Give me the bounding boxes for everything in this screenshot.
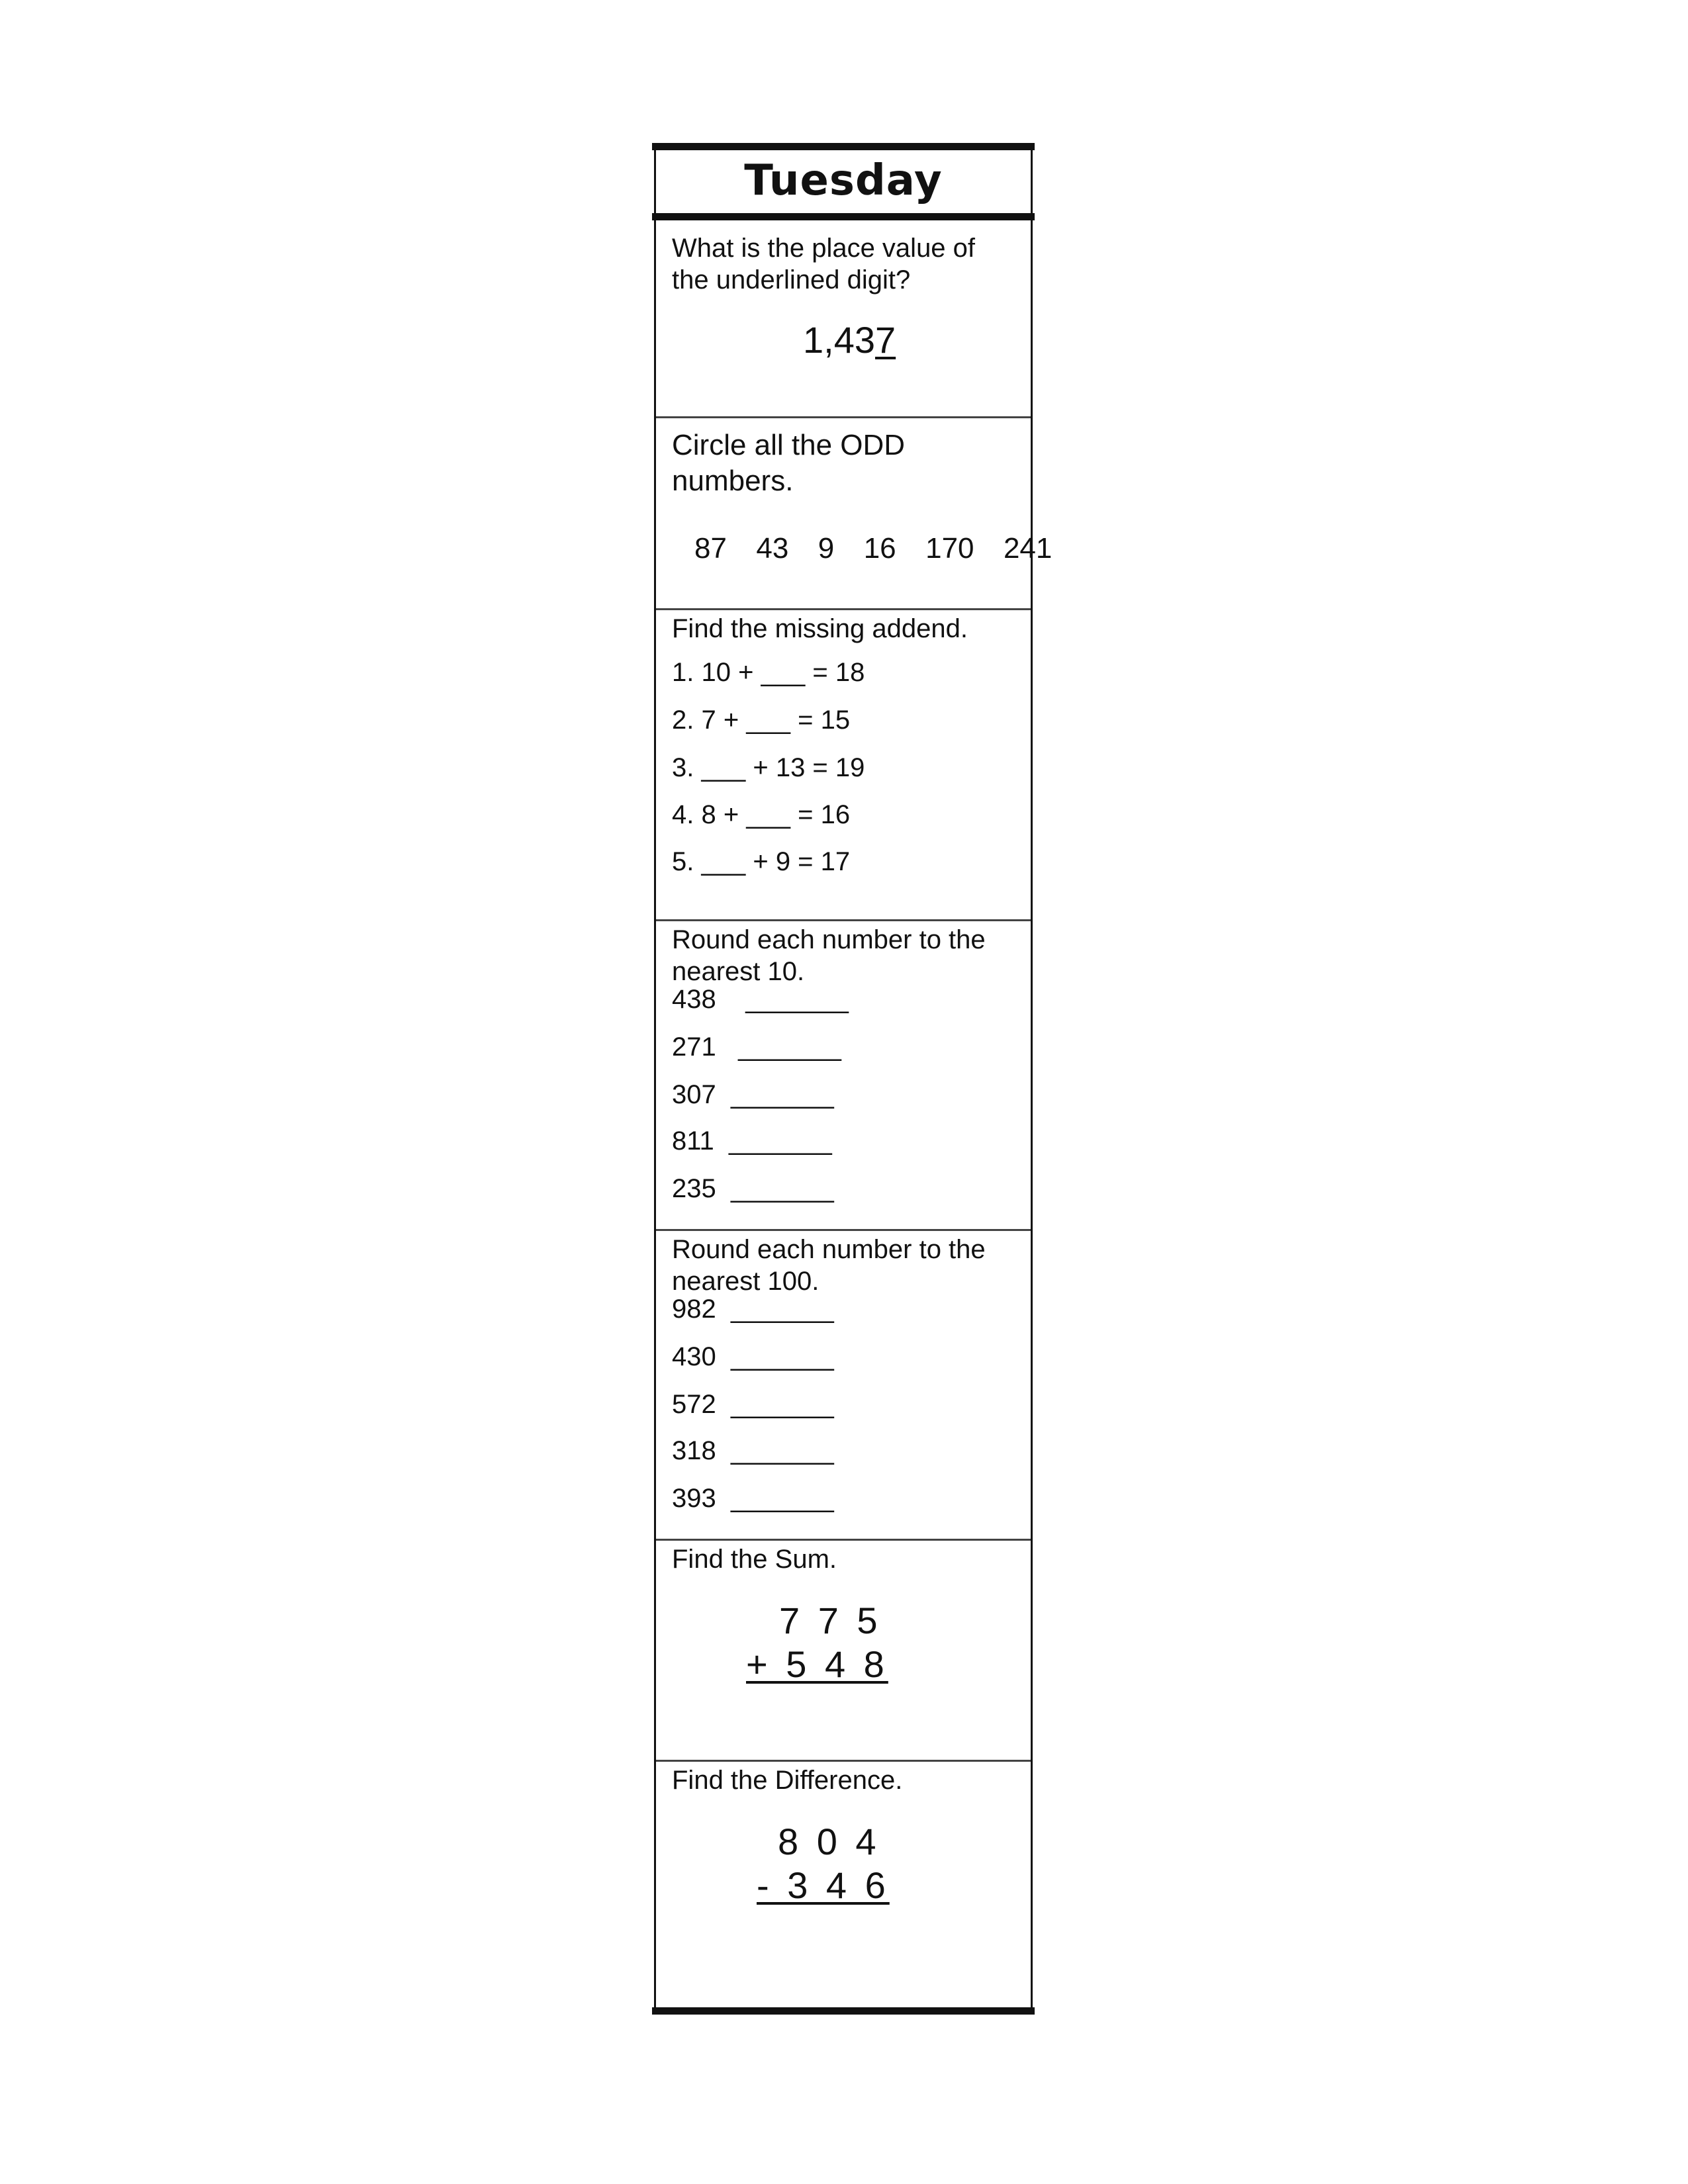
difference-prompt: Find the Difference. — [672, 1766, 903, 1795]
title-rule — [652, 213, 1035, 220]
page-title: Tuesday — [744, 156, 943, 205]
missing-addend-prompt: Find the missing addend. — [672, 614, 968, 643]
difference-top-number: 8 0 4 — [778, 1821, 880, 1862]
round-10-prompt: Round each number to the nearest 10. — [672, 925, 986, 986]
missing-addend-section — [656, 608, 1031, 921]
difference-bottom-number: - 3 4 6 — [757, 1864, 890, 1906]
round-10-item-1: 438 _______ — [672, 985, 849, 1014]
place-value-number — [803, 318, 896, 361]
round-10-item-5: 235 _______ — [672, 1174, 834, 1203]
odd-numbers-prompt: Circle all the ODD numbers. — [672, 429, 906, 497]
round-10-item-2: 271 _______ — [672, 1032, 841, 1062]
bottom-rule — [652, 2007, 1035, 2015]
top-rule — [652, 143, 1035, 150]
round-100-item-4: 318 _______ — [672, 1436, 834, 1465]
round-100-prompt: Round each number to the nearest 100. — [672, 1235, 986, 1296]
addend-item-1: 1. 10 + ___ = 18 — [672, 658, 865, 687]
round-100-section — [656, 1229, 1031, 1541]
sum-bottom-number: + 5 4 8 — [746, 1643, 888, 1685]
place-value-prompt: What is the place value of the underlined digit? — [672, 234, 976, 295]
number-prefix: 1,43 — [803, 319, 875, 361]
round-10-item-3: 307 _______ — [672, 1080, 834, 1109]
round-100-item-5: 393 _______ — [672, 1484, 834, 1513]
underlined-digit: 7 — [875, 319, 896, 361]
round-100-item-1: 982 _______ — [672, 1295, 834, 1324]
addend-item-3: 3. ___ + 13 = 19 — [672, 753, 865, 782]
worksheet — [654, 143, 1053, 2015]
addend-item-4: 4. 8 + ___ = 16 — [672, 800, 851, 829]
sum-section — [656, 1539, 1031, 1762]
round-10-item-4: 811 _______ — [672, 1126, 832, 1156]
difference-section — [656, 1760, 1031, 2009]
round-100-item-2: 430 _______ — [672, 1342, 834, 1371]
round-100-item-3: 572 _______ — [672, 1390, 834, 1419]
sum-top-number: 7 7 5 — [779, 1600, 882, 1641]
round-10-section — [656, 919, 1031, 1231]
sum-prompt: Find the Sum. — [672, 1545, 837, 1574]
place-value-section — [656, 220, 1031, 416]
addend-item-5: 5. ___ + 9 = 17 — [672, 847, 851, 876]
odd-numbers-list: 87 43 9 16 170 241 — [694, 532, 1053, 565]
odd-numbers-section — [656, 416, 1053, 610]
addend-item-2: 2. 7 + ___ = 15 — [672, 705, 851, 735]
